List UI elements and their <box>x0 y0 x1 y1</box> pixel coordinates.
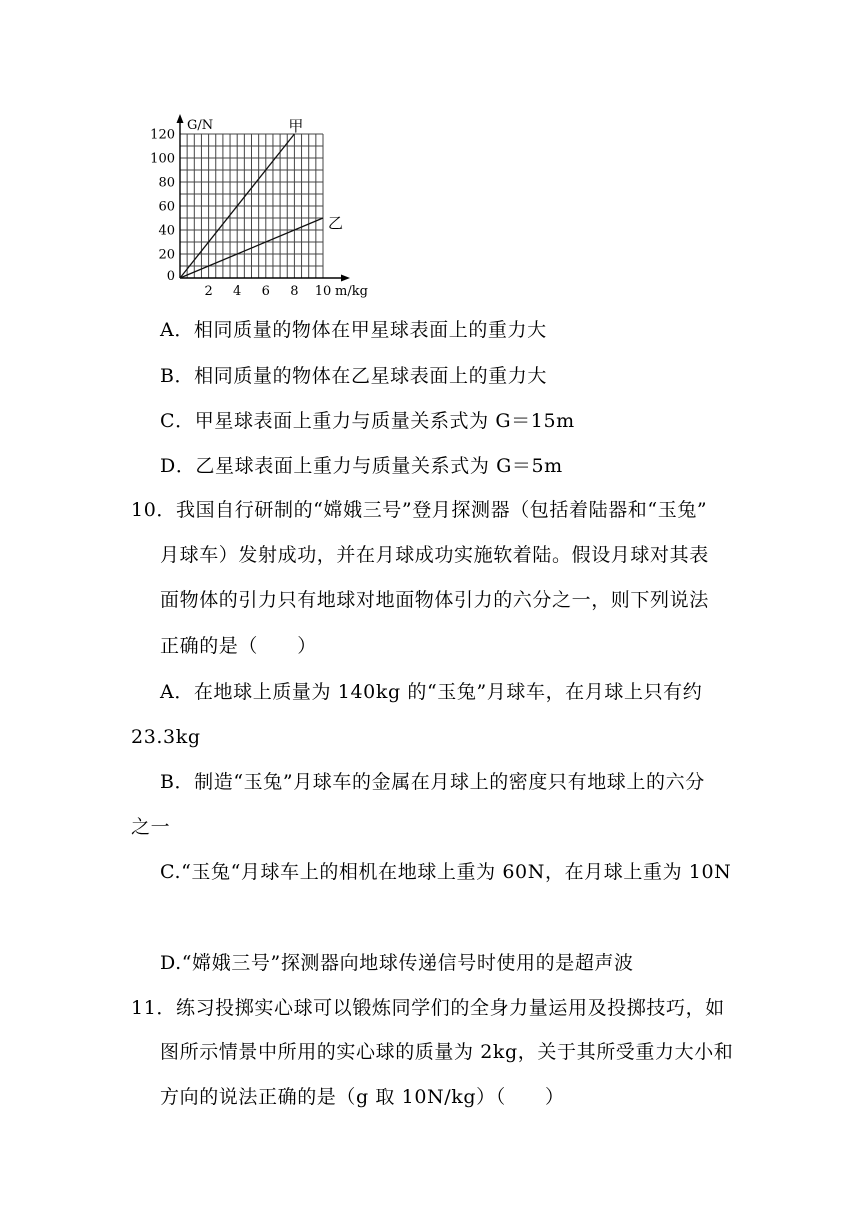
q10-stem-line1: 10．我国自行研制的“嫦娥三号”登月探测器（包括着陆器和“玉兔” <box>131 499 708 521</box>
q9-option-a: A．相同质量的物体在甲星球表面上的重力大 <box>160 319 547 341</box>
q9-option-d: D．乙星球表面上重力与质量关系式为 G＝5m <box>160 455 563 477</box>
y-tick-label: 80 <box>158 175 175 191</box>
x-tick-label: 10 <box>314 284 332 299</box>
y-tick-label: 40 <box>158 223 175 239</box>
q10-option-b-line2: 之一 <box>131 816 171 838</box>
y-axis-arrow <box>177 114 184 123</box>
y-tick-label: 100 <box>150 151 175 167</box>
y-tick-label: 60 <box>158 199 175 215</box>
y-tick-label: 0 <box>166 269 175 284</box>
gravity-mass-chart <box>150 112 380 302</box>
x-tick-label: 4 <box>233 284 242 299</box>
x-axis-label: m/kg <box>335 284 368 299</box>
series-label-2: 乙 <box>328 214 344 232</box>
q10-stem-line3: 面物体的引力只有地球对地面物体引力的六分之一，则下列说法 <box>160 589 709 611</box>
q10-stem-line4: 正确的是（ ） <box>160 635 317 657</box>
chart-grid <box>180 134 323 278</box>
q10-option-c: C.“玉兔“月球车上的相机在地球上重为 60N，在月球上重为 10N <box>160 861 732 883</box>
y-axis-label: G/N <box>187 118 214 133</box>
q10-option-a-line1: A．在地球上质量为 140kg 的“玉兔”月球车，在月球上只有约 <box>160 681 703 703</box>
q9-option-c: C．甲星球表面上重力与质量关系式为 G＝15m <box>160 410 575 432</box>
x-tick-label: 6 <box>261 284 270 299</box>
y-tick-label: 120 <box>150 127 175 143</box>
q11-stem-line3: 方向的说法正确的是（g 取 10N/kg）（ ） <box>160 1086 565 1108</box>
x-axis-arrow <box>341 275 350 282</box>
q10-stem-line2: 月球车）发射成功，并在月球成功实施软着陆。假设月球对其表 <box>160 544 709 566</box>
q10-option-b-line1: B．制造“玉兔”月球车的金属在月球上的密度只有地球上的六分 <box>160 771 705 793</box>
q9-option-b: B．相同质量的物体在乙星球表面上的重力大 <box>160 365 547 387</box>
series-label-1: 甲 <box>288 117 304 135</box>
q11-stem-line2: 图所示情景中所用的实心球的质量为 2kg，关于其所受重力大小和 <box>160 1041 734 1063</box>
q11-stem-line1: 11．练习投掷实心球可以锻炼同学们的全身力量运用及投掷技巧，如 <box>131 997 725 1019</box>
y-tick-label: 20 <box>158 247 175 263</box>
x-tick-label: 8 <box>290 284 299 299</box>
chart-axes <box>177 114 351 282</box>
q10-option-d: D.“嫦娥三号”探测器向地球传递信号时使用的是超声波 <box>160 952 634 974</box>
x-tick-label: 2 <box>204 284 213 299</box>
q10-option-a-line2: 23.3kg <box>131 726 201 748</box>
